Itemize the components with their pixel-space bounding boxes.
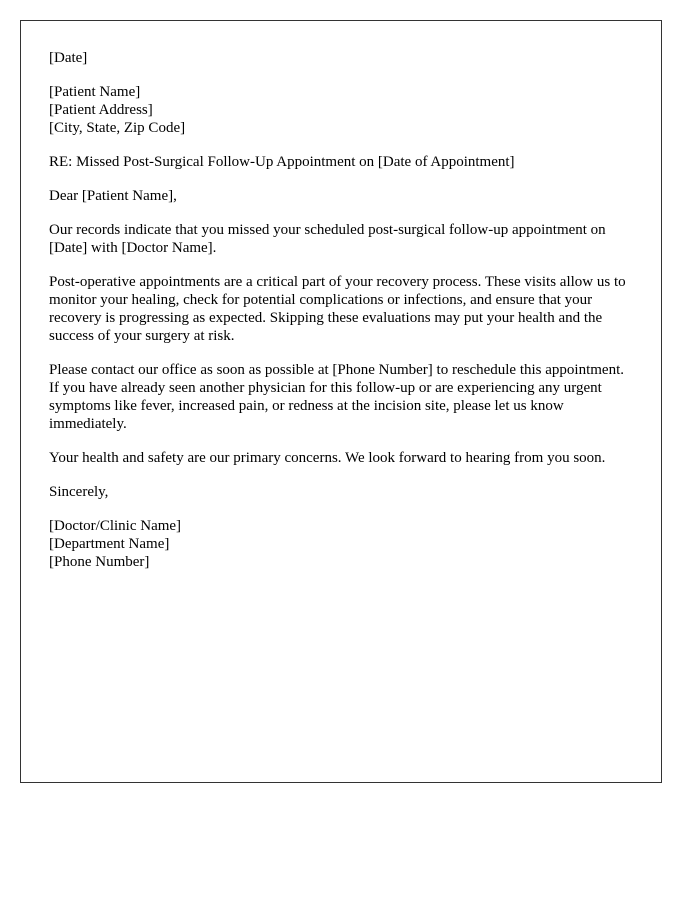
body-paragraph: Your health and safety are our primary concerns. We look forward to hearing from you soon. — [49, 450, 606, 466]
letter-date: [Date] — [49, 50, 88, 66]
body-paragraph: Please contact our office as soon as possible at [Phone Number] to reschedule this appointment. If you have already seen another physician for this follow-up or are experiencing any urgent symptoms like fever, increased pain, or redness at the incision site, please let us know immediately. — [49, 362, 624, 432]
signature-clinic: [Doctor/Clinic Name] — [49, 518, 182, 534]
body-paragraph: Our records indicate that you missed your scheduled post-surgical follow-up appointment on [Date] with [Doctor Name]. — [49, 222, 606, 256]
signature-block — [49, 517, 632, 571]
body-paragraph: Post-operative appointments are a critical part of your recovery process. These visits allow us to monitor your healing, check for potential complications or infections, and ensure that your recovery is progressing as expected. Skipping these evaluations may put your health and the success of your surgery at risk. — [49, 274, 626, 344]
closing: Sincerely, — [49, 484, 109, 500]
recipient-address: [Patient Address] — [49, 102, 153, 118]
signature-phone: [Phone Number] — [49, 554, 150, 570]
letter — [20, 20, 662, 783]
subject-line: RE: Missed Post-Surgical Follow-Up Appointment on [Date of Appointment] — [49, 154, 515, 170]
recipient-city-state-zip: [City, State, Zip Code] — [49, 120, 186, 136]
salutation: Dear [Patient Name], — [49, 188, 177, 204]
recipient-block — [49, 83, 632, 137]
recipient-name: [Patient Name] — [49, 84, 141, 100]
signature-department: [Department Name] — [49, 536, 170, 552]
